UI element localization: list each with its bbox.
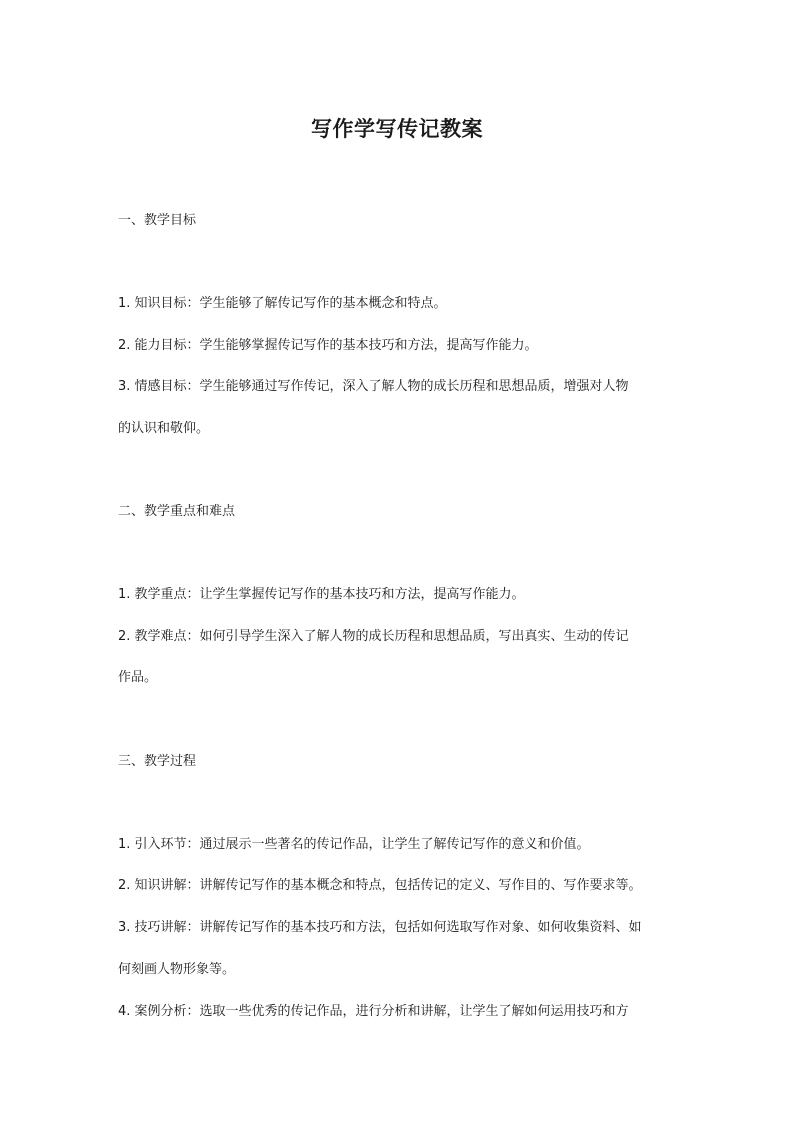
section-heading-objectives: 一、教学目标	[118, 213, 197, 228]
paragraph-line: 2. 能力目标：学生能够掌握传记写作的基本技巧和方法，提高写作能力。	[118, 338, 538, 353]
paragraph-line: 2. 教学难点：如何引导学生深入了解人物的成长历程和思想品质，写出真实、生动的传记	[118, 629, 629, 644]
page-title: 写作学写传记教案	[311, 117, 483, 141]
paragraph-line: 4. 案例分析：选取一些优秀的传记作品，进行分析和讲解，让学生了解如何运用技巧和方	[118, 1004, 629, 1019]
paragraph-line: 何刻画人物形象等。	[118, 962, 236, 977]
paragraph-line: 的认识和敬仰。	[118, 421, 210, 436]
paragraph-line: 作品。	[118, 670, 158, 685]
paragraph-line: 3. 情感目标：学生能够通过写作传记，深入了解人物的成长历程和思想品质，增强对人物	[118, 379, 629, 394]
section-heading-key-points: 二、教学重点和难点	[118, 504, 236, 519]
paragraph-line: 1. 知识目标：学生能够了解传记写作的基本概念和特点。	[118, 296, 447, 311]
paragraph-line: 2. 知识讲解：讲解传记写作的基本概念和特点，包括传记的定义、写作目的、写作要求等。	[118, 878, 642, 893]
paragraph-line: 1. 引入环节：通过展示一些著名的传记作品，让学生了解传记写作的意义和价值。	[118, 837, 590, 852]
paragraph-line: 3. 技巧讲解：讲解传记写作的基本技巧和方法，包括如何选取写作对象、如何收集资料、如	[118, 920, 642, 935]
section-heading-process: 三、教学过程	[118, 754, 197, 769]
paragraph-line: 1. 教学重点：让学生掌握传记写作的基本技巧和方法，提高写作能力。	[118, 587, 525, 602]
